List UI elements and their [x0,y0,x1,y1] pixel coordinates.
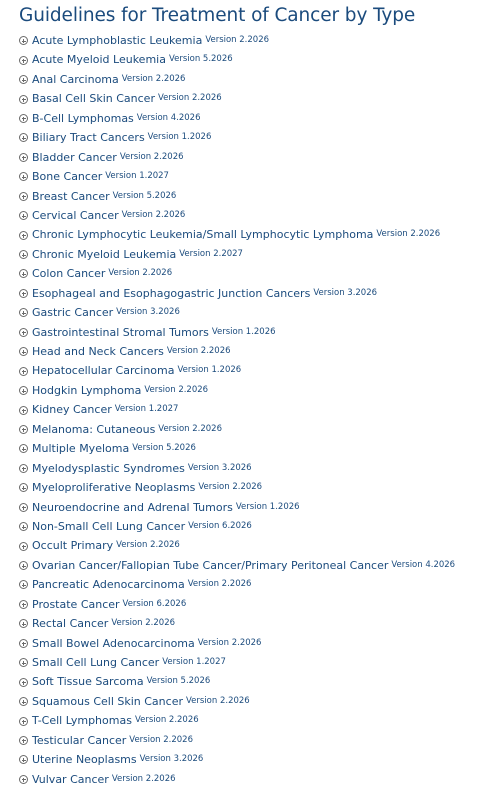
guideline-version: Version 2.2026 [187,579,252,590]
guideline-item [19,498,489,517]
plus-circle-icon[interactable] [19,172,28,181]
plus-circle-icon[interactable] [19,522,28,531]
plus-circle-icon[interactable] [19,717,28,726]
guideline-version: Version 2.2026 [121,73,186,84]
guideline-version: Version 4.2026 [391,559,456,570]
plus-circle-icon[interactable] [19,36,28,45]
guideline-link[interactable]: Hepatocellular Carcinoma [32,364,175,378]
guideline-version: Version 5.2026 [168,54,233,65]
plus-circle-icon[interactable] [19,658,28,667]
plus-circle-icon[interactable] [19,347,28,356]
guideline-item [19,478,489,497]
guideline-link[interactable]: Small Cell Lung Cancer [32,656,160,669]
guideline-item [19,187,489,206]
plus-circle-icon[interactable] [19,114,28,123]
guideline-version: Version 4.2026 [136,112,201,123]
guideline-link[interactable]: Melanoma: Cutaneous [32,422,156,436]
guideline-version: Version 1.2026 [211,326,276,337]
plus-circle-icon[interactable] [19,406,28,415]
guideline-item [19,459,489,478]
guideline-version: Version 3.2026 [139,754,204,765]
plus-circle-icon[interactable] [19,367,28,376]
plus-circle-icon[interactable] [19,561,28,570]
guideline-item [19,148,489,167]
plus-circle-icon[interactable] [19,542,28,551]
guideline-version: Version 2.2026 [111,618,176,629]
plus-circle-icon[interactable] [19,56,28,65]
guideline-version: Version 2.2026 [157,93,222,104]
guideline-link[interactable]: T-Cell Lymphomas [32,714,132,728]
guideline-link[interactable]: Rectal Cancer [32,617,109,631]
plus-circle-icon[interactable] [19,425,28,434]
guideline-item [19,536,489,555]
guideline-link[interactable]: Soft Tissue Sarcoma [32,675,144,689]
guideline-item [19,731,489,750]
guideline-version: Version 2.2026 [158,423,222,434]
plus-circle-icon[interactable] [19,250,28,259]
guideline-link[interactable]: Vulvar Cancer [32,772,109,786]
guideline-version: Version 2.2026 [166,346,231,356]
guideline-version: Version 3.2026 [313,287,378,298]
guideline-item [19,692,489,711]
guideline-version: Version 2.2026 [134,715,199,726]
plus-circle-icon[interactable] [19,328,28,337]
guideline-item [19,303,489,322]
guideline-item [19,439,489,458]
guideline-link[interactable]: Occult Primary [32,539,114,553]
guideline-link[interactable]: Squamous Cell Skin Cancer [32,694,183,708]
guideline-item [19,634,489,653]
plus-circle-icon[interactable] [19,503,28,512]
plus-circle-icon[interactable] [19,639,28,648]
guideline-item [19,31,489,50]
guideline-link[interactable]: Pancreatic Adenocarcinoma [32,578,185,592]
guideline-link[interactable]: Hodgkin Lymphoma [32,383,142,397]
guideline-item [19,109,489,128]
guideline-version: Version 3.2026 [116,307,180,318]
guideline-version: Version 5.2026 [146,676,211,687]
plus-circle-icon[interactable] [19,444,28,453]
plus-circle-icon[interactable] [19,600,28,609]
plus-circle-icon[interactable] [19,308,28,317]
guideline-link[interactable]: Gastric Cancer [32,306,114,320]
plus-circle-icon[interactable] [19,755,28,764]
guideline-version: Version 1.2026 [177,365,242,376]
guidelines-panel [19,3,489,789]
guideline-version: Version 2.2026 [198,482,263,493]
guideline-item [19,711,489,730]
guideline-item [19,770,489,789]
plus-circle-icon[interactable] [19,580,28,589]
guideline-link[interactable]: Bladder Cancer [32,150,117,164]
guideline-item [19,420,489,439]
guideline-item [19,50,489,69]
guideline-version: Version 6.2026 [122,598,187,609]
guideline-item [19,167,489,186]
guideline-version: Version 2.2026 [129,734,193,745]
guideline-link[interactable]: Cervical Cancer [32,208,119,222]
plus-circle-icon[interactable] [19,231,28,240]
guideline-version: Version 6.2026 [188,520,252,531]
plus-circle-icon[interactable] [19,736,28,745]
guideline-version: Version 1.2027 [105,171,169,182]
plus-circle-icon[interactable] [19,95,28,104]
guideline-item [19,361,489,380]
guideline-link[interactable]: Ovarian Cancer/Fallopian Tube Cancer/Primary Peritoneal Cancer [32,558,389,572]
plus-circle-icon[interactable] [19,483,28,492]
guideline-link[interactable]: Breast Cancer [32,189,110,203]
plus-circle-icon[interactable] [19,269,28,278]
guideline-version: Version 1.2026 [235,501,300,512]
guideline-link[interactable]: Anal Carcinoma [32,72,119,86]
guideline-version: Version 2.2026 [376,229,441,240]
guideline-version: Version 3.2026 [187,462,252,473]
guideline-item [19,653,489,672]
guideline-link[interactable]: Head and Neck Cancers [32,345,164,358]
guideline-item [19,750,489,769]
plus-circle-icon[interactable] [19,75,28,84]
guideline-item [19,284,489,303]
plus-circle-icon[interactable] [19,211,28,220]
guideline-link[interactable]: Myeloproliferative Neoplasms [32,481,196,495]
guideline-item [19,595,489,614]
guideline-list [19,31,489,789]
plus-circle-icon[interactable] [19,386,28,395]
guideline-link[interactable]: Small Bowel Adenocarcinoma [32,636,195,650]
guideline-item [19,381,489,400]
guideline-version: Version 2.2026 [111,773,176,784]
guideline-item [19,206,489,225]
plus-circle-icon[interactable] [19,133,28,142]
guideline-version: Version 2.2026 [119,151,184,162]
guideline-link[interactable]: Colon Cancer [32,267,106,281]
guideline-version: Version 2.2026 [144,384,209,395]
guideline-item [19,245,489,264]
guideline-item [19,575,489,594]
guideline-item [19,128,489,147]
guideline-version: Version 2.2027 [179,248,243,259]
guideline-item [19,323,489,342]
guideline-link[interactable]: Non-Small Cell Lung Cancer [32,519,186,533]
guideline-item [19,264,489,283]
guideline-link[interactable]: Biliary Tract Cancers [32,131,145,145]
guideline-link[interactable]: Chronic Myeloid Leukemia [32,247,177,261]
guideline-item [19,517,489,536]
guideline-link[interactable]: Bone Cancer [32,170,103,184]
guideline-item [19,556,489,575]
guideline-link[interactable]: Acute Lymphoblastic Leukemia [32,34,203,47]
guideline-version: Version 2.2026 [116,540,180,551]
guideline-link[interactable]: B-Cell Lymphomas [32,111,134,125]
page-title: Guidelines for Treatment of Cancer by Type [19,5,416,26]
guideline-item [19,342,489,361]
guideline-link[interactable]: Multiple Myeloma [32,442,130,456]
guideline-version: Version 1.2027 [162,657,226,667]
guideline-item [19,614,489,633]
guideline-link[interactable]: Gastrointestinal Stromal Tumors [32,325,209,339]
guideline-version: Version 5.2026 [112,190,177,201]
guideline-link[interactable]: Neuroendocrine and Adrenal Tumors [32,500,233,514]
guideline-link[interactable]: Myelodysplastic Syndromes [32,461,185,475]
guideline-link[interactable]: Testicular Cancer [32,733,127,747]
guideline-link[interactable]: Uterine Neoplasms [32,753,137,767]
guideline-version: Version 5.2026 [132,443,196,454]
guideline-version: Version 2.2026 [205,35,270,45]
guideline-item [19,70,489,89]
plus-circle-icon[interactable] [19,153,28,162]
guideline-version: Version 2.2026 [186,695,250,706]
plus-circle-icon[interactable] [19,289,28,298]
guideline-version: Version 1.2026 [147,132,212,143]
plus-circle-icon[interactable] [19,775,28,784]
guideline-item [19,672,489,691]
guideline-link[interactable]: Prostate Cancer [32,597,120,611]
plus-circle-icon[interactable] [19,464,28,473]
plus-circle-icon[interactable] [19,192,28,201]
plus-circle-icon[interactable] [19,619,28,628]
guideline-version: Version 2.2026 [108,268,173,279]
plus-circle-icon[interactable] [19,678,28,687]
guideline-version: Version 2.2026 [121,209,186,220]
plus-circle-icon[interactable] [19,697,28,706]
guideline-link[interactable]: Acute Myeloid Leukemia [32,53,166,67]
guideline-link[interactable]: Basal Cell Skin Cancer [32,92,155,106]
guideline-version: Version 1.2027 [114,404,179,415]
guideline-item [19,89,489,108]
guideline-item [19,225,489,244]
guideline-version: Version 2.2026 [197,637,262,648]
guideline-link[interactable]: Chronic Lymphocytic Leukemia/Small Lymphocytic Lymphoma [32,228,374,242]
guideline-link[interactable]: Kidney Cancer [32,403,112,417]
guideline-link[interactable]: Esophageal and Esophagogastric Junction Cancers [32,286,311,300]
guideline-item [19,400,489,419]
